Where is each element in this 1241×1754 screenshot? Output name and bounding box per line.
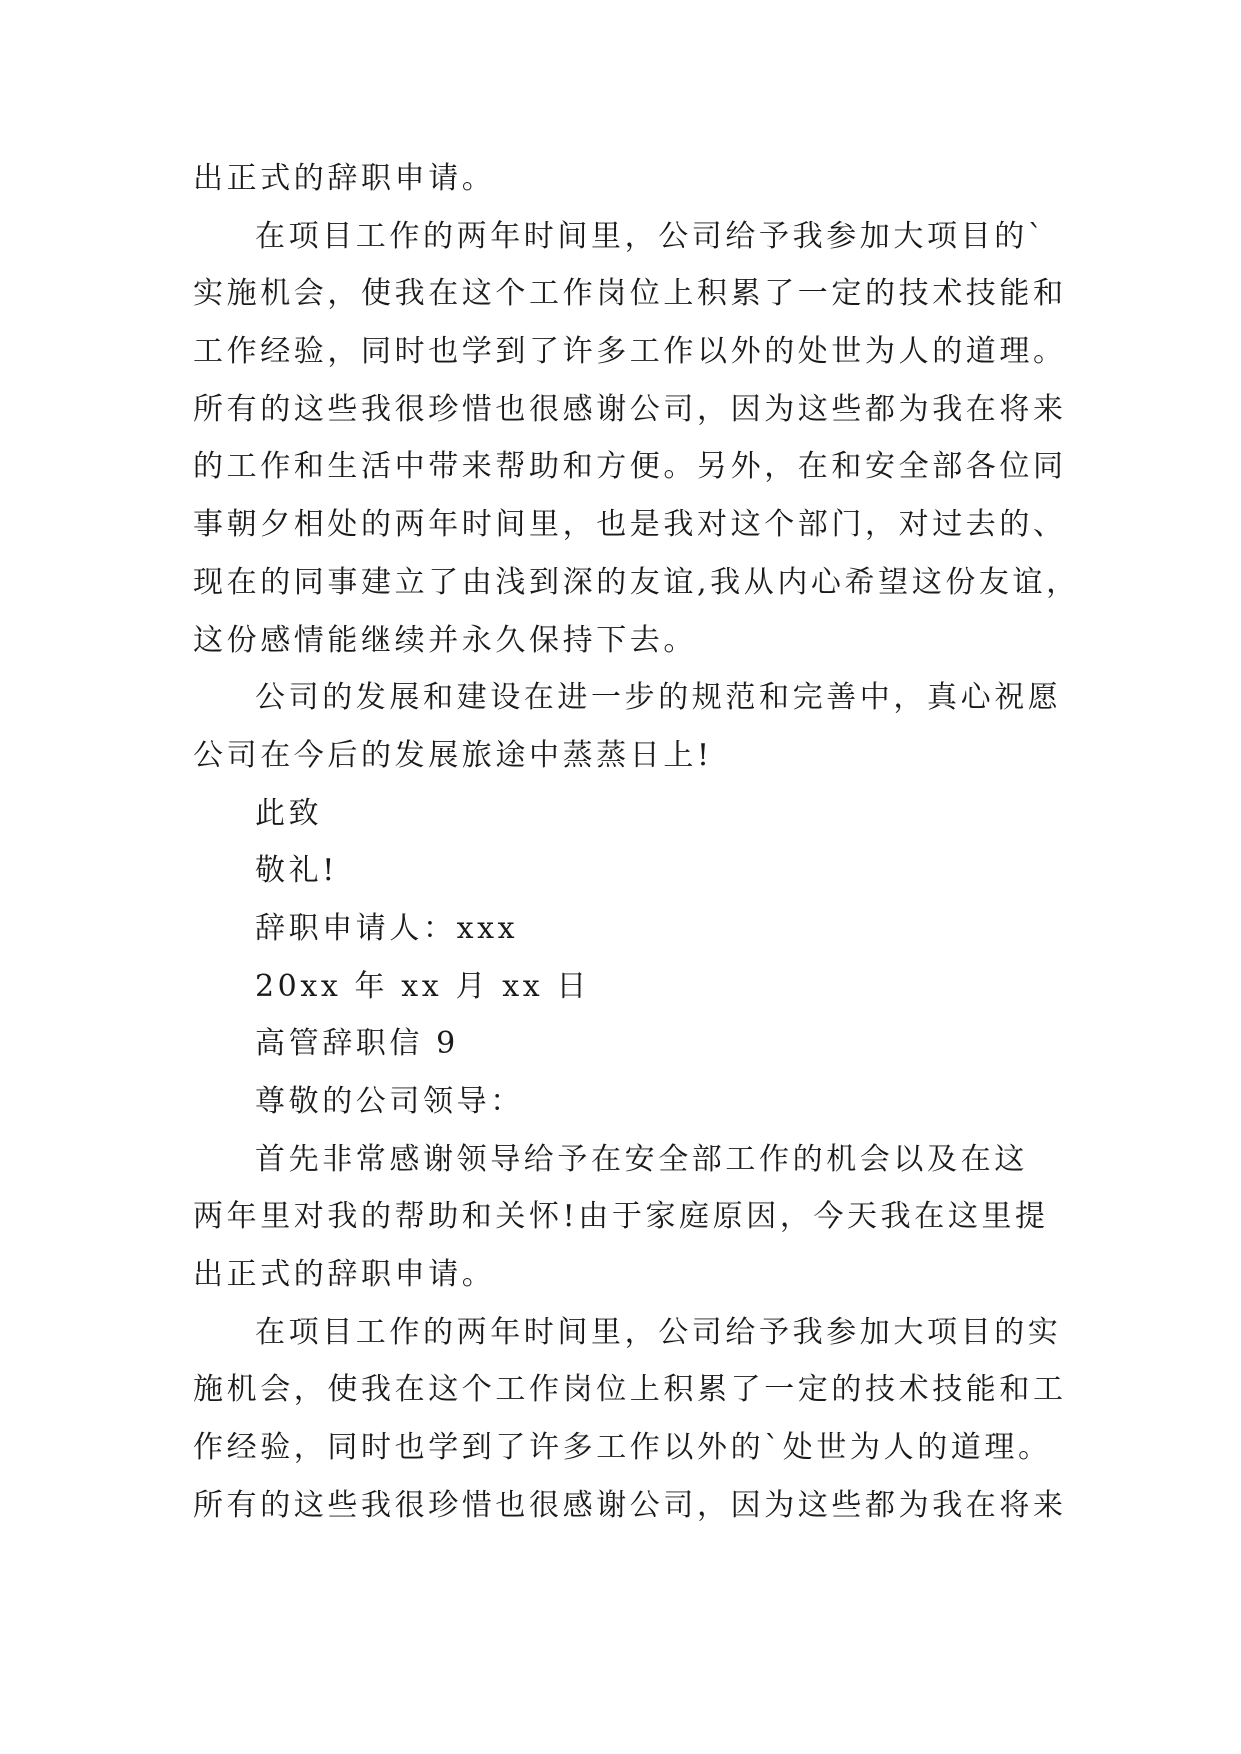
text-line: 在项目工作的两年时间里，公司给予我参加大项目的` <box>255 218 1047 254</box>
text-line: 工作经验，同时也学到了许多工作以外的处世为人的道理。 <box>193 334 1067 370</box>
text-line: 施机会，使我在这个工作岗位上积累了一定的技术技能和工 <box>193 1372 1067 1408</box>
text-line: 公司的发展和建设在进一步的规范和完善中，真心祝愿 <box>255 680 1062 716</box>
text-line: 现在的同事建立了由浅到深的友谊,我从内心希望这份友谊， <box>193 564 1080 600</box>
text-line: 的工作和生活中带来帮助和方便。另外，在和安全部各位同 <box>193 449 1067 485</box>
closing-regards: 敬礼! <box>255 853 338 889</box>
text-line: 在项目工作的两年时间里，公司给予我参加大项目的实 <box>255 1314 1062 1350</box>
text-line: 作经验，同时也学到了许多工作以外的`处世为人的道理。 <box>193 1430 1052 1466</box>
text-line: 这份感情能继续并永久保持下去。 <box>193 622 697 658</box>
section-heading: 高管辞职信 9 <box>255 1026 459 1062</box>
letter-body <box>193 150 1080 1535</box>
text-line: 所有的这些我很珍惜也很感谢公司，因为这些都为我在将来 <box>193 1487 1067 1523</box>
greeting-line: 尊敬的公司领导： <box>255 1084 524 1119</box>
text-line: 出正式的辞职申请。 <box>193 1257 496 1293</box>
text-line: 公司在今后的发展旅途中蒸蒸日上! <box>193 737 713 773</box>
closing-salutation: 此致 <box>255 795 323 831</box>
text-line: 两年里对我的帮助和关怀!由于家庭原因，今天我在这里提 <box>193 1199 1049 1235</box>
text-line: 事朝夕相处的两年时间里，也是我对这个部门，对过去的、 <box>193 507 1067 543</box>
text-line: 首先非常感谢领导给予在安全部工作的机会以及在这 <box>255 1141 1028 1177</box>
text-line: 实施机会，使我在这个工作岗位上积累了一定的技术技能和 <box>193 276 1067 312</box>
text-line: 所有的这些我很珍惜也很感谢公司，因为这些都为我在将来 <box>193 391 1067 427</box>
text-line: 出正式的辞职申请。 <box>193 161 496 196</box>
date-line: 20xx 年 xx 月 xx 日 <box>255 968 590 1004</box>
signature-line: 辞职申请人：xxx <box>255 910 519 946</box>
